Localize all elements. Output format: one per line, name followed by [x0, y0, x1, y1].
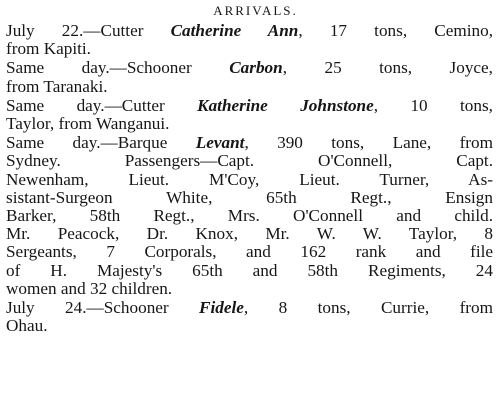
arrival-entry-katherine-johnstone [6, 97, 493, 133]
arrival-entry-catherine-ann [6, 22, 493, 58]
vessel-name: Catherine Ann [170, 21, 299, 40]
entry-line: Sergeants, 7 Corporals, and 162 rank and file [6, 242, 493, 262]
entry-line: Ohau. [6, 316, 48, 336]
entry-line: Barker, 58th Regt., Mrs. O'Connell and child. [6, 206, 493, 226]
arrival-entry-carbon [6, 59, 493, 95]
entry-line: sistant-Surgeon White, 65th Regt., Ensign [6, 187, 493, 207]
entry-line: Mr. Peacock, Dr. Knox, Mr. W. W. Taylor, 8 [6, 224, 493, 244]
arrival-entry-levant [6, 134, 493, 298]
entry-line: from Kapiti. [6, 39, 91, 59]
entry-line: of H. Majesty's 65th and 58th Regiments, 24 [6, 260, 493, 280]
entry-line: Same day.—Barque Levant, 390 tons, Lane, from [6, 133, 493, 153]
entry-line: Same day.—Schooner Carbon, 25 tons, Joyce, [6, 58, 493, 78]
vessel-name: Fidele [199, 298, 244, 318]
entry-line: July 24.—Schooner Fidele, 8 tons, Currie, from [6, 298, 493, 318]
vessel-name: Katherine Johnstone [197, 95, 374, 115]
entry-line: from Taranaki. [6, 76, 108, 96]
vessel-name: Levant [195, 133, 245, 153]
entry-line: July 22.—Cutter Catherine Ann, 17 tons, Cemino, [6, 21, 493, 40]
entry-line: women and 32 children. [6, 278, 173, 298]
entry-line: Taylor, from Wanganui. [6, 114, 170, 134]
entry-line: Same day.—Cutter Katherine Johnstone, 10 tons, [6, 95, 493, 115]
entry-line: Sydney. Passengers—Capt. O'Connell, Capt. [6, 151, 493, 171]
section-heading: ARRIVALS. [213, 3, 298, 18]
entry-line: Newenham, Lieut. M'Coy, Lieut. Turner, As- [6, 169, 493, 189]
arrival-entry-fidele [6, 299, 493, 335]
vessel-name: Carbon [229, 58, 283, 78]
